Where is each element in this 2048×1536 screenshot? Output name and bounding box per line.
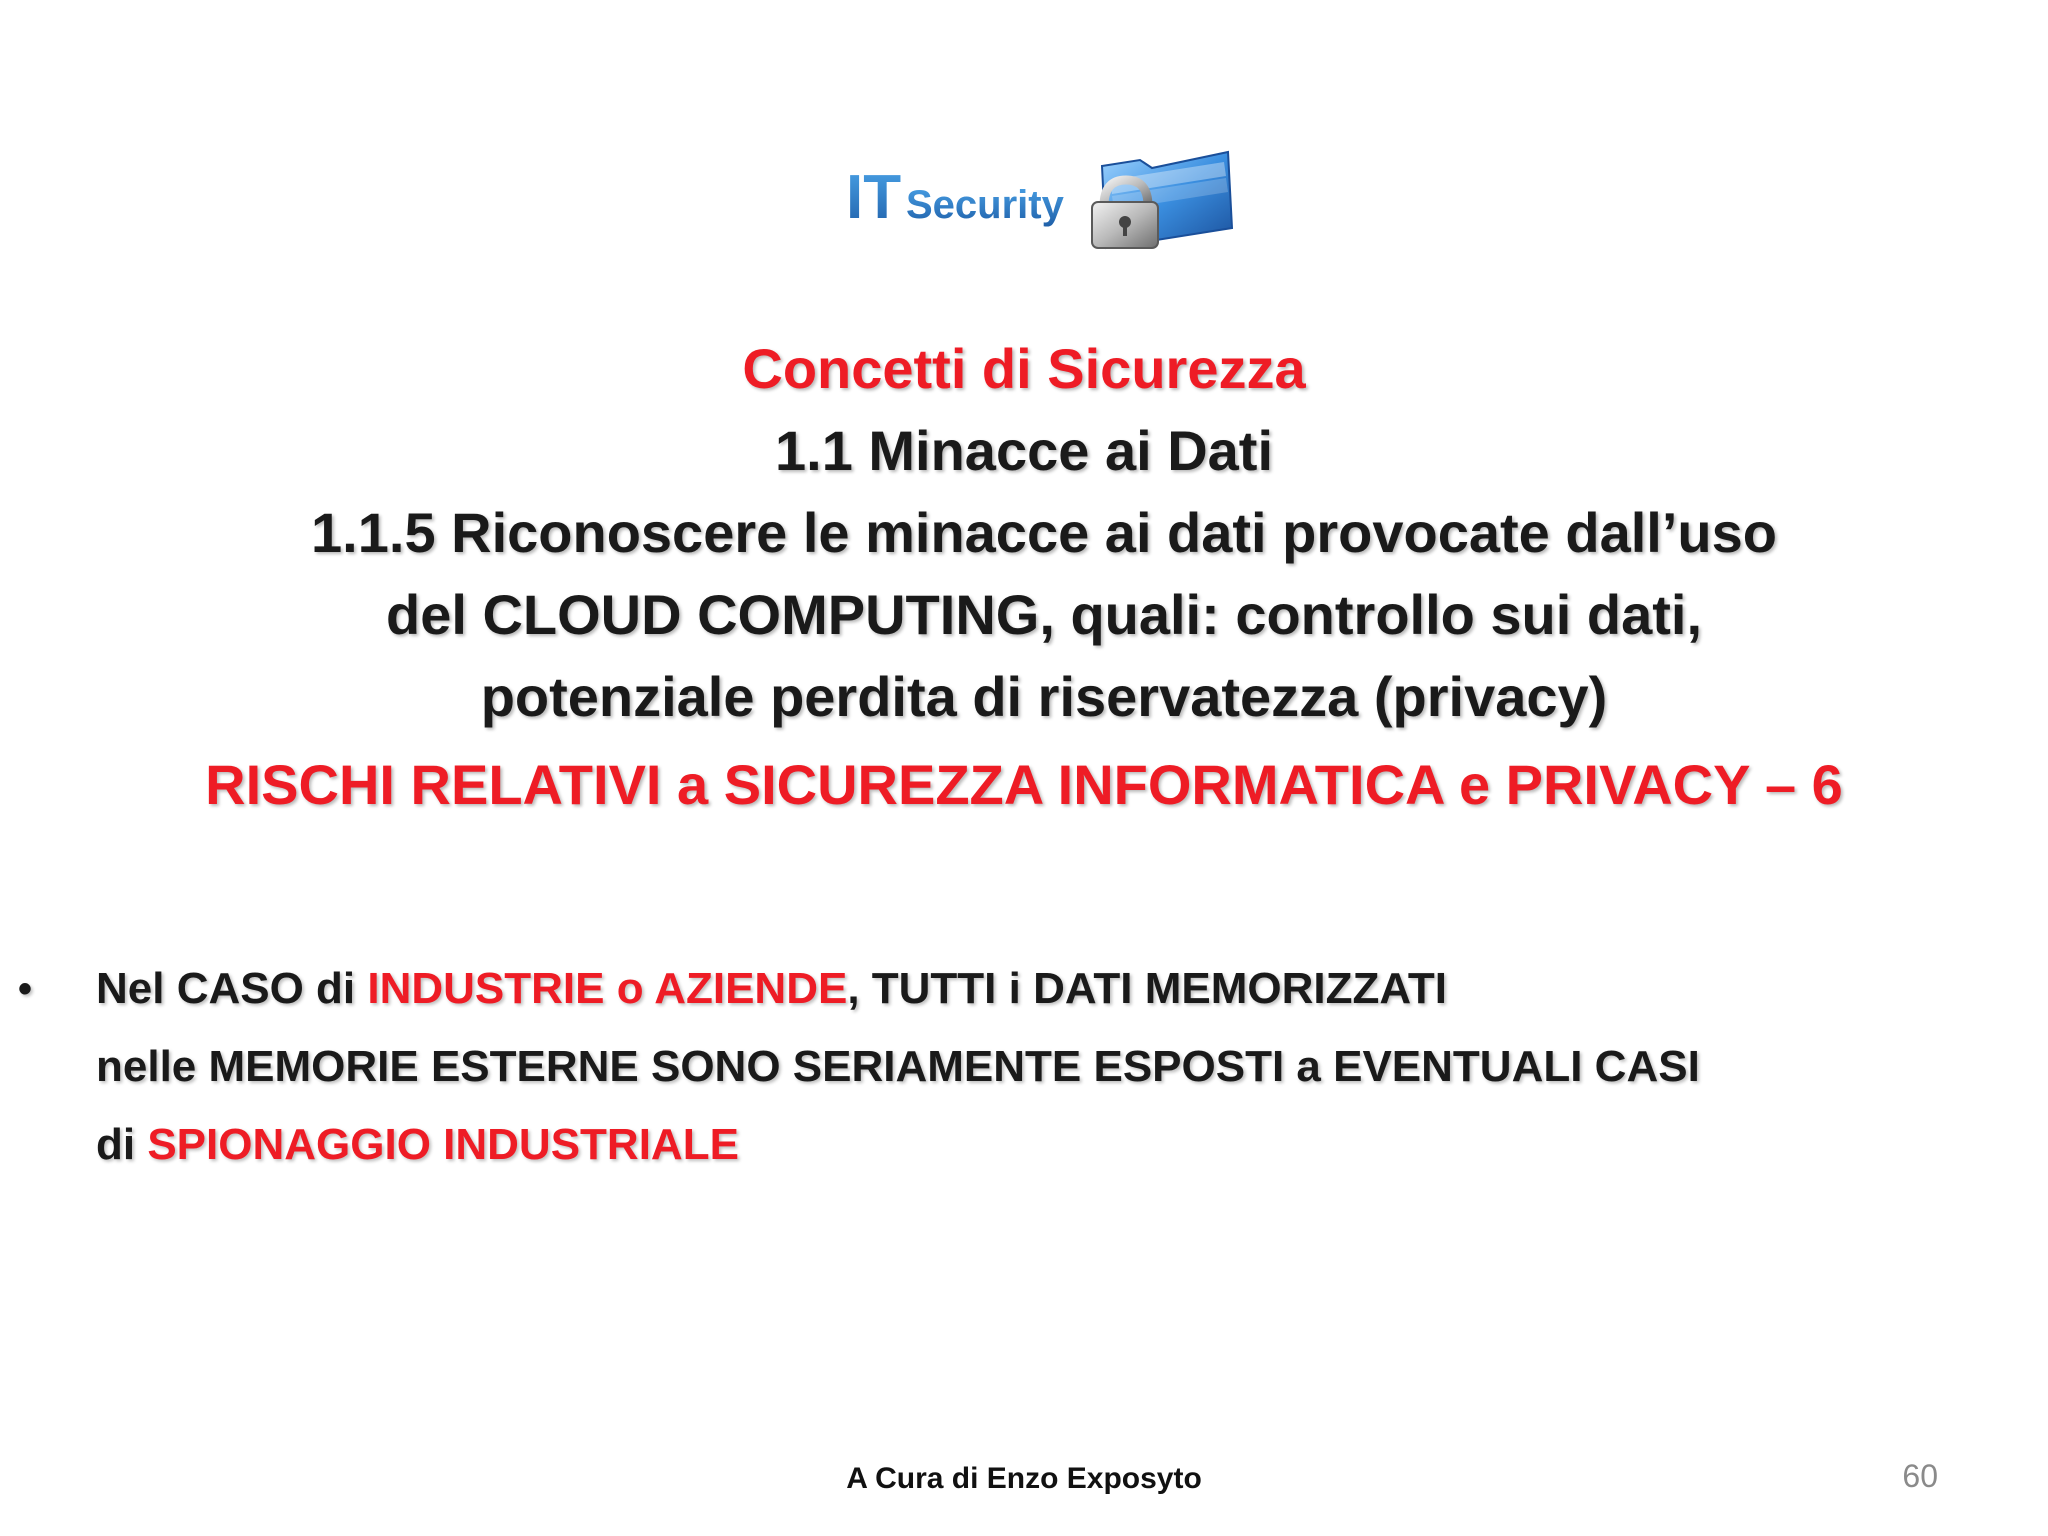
bullet-list [18, 950, 1918, 1184]
bullet-line-3 [18, 1106, 1918, 1184]
bullet-text: Nel CASO di [96, 964, 368, 1013]
bullet-line-1 [18, 950, 1918, 1028]
bullet-highlight: SPIONAGGIO INDUSTRIALE [147, 1120, 739, 1169]
section-title: Concetti di Sicurezza [742, 337, 1306, 400]
risk-heading: RISCHI RELATIVI a SICUREZZA INFORMATICA e PRIVACY – 6 [205, 753, 1843, 816]
topic-title-line-1: 1.1.5 Riconoscere le minacce ai dati provocate dall’uso [311, 501, 1777, 564]
bullet-text: , TUTTI i DATI MEMORIZZATI [847, 964, 1447, 1013]
bullet-text: di [96, 1120, 148, 1169]
topic-title-line-2: del CLOUD COMPUTING, quali: controllo sui dati, [386, 583, 1702, 646]
bullet-highlight: INDUSTRIE o AZIENDE [367, 964, 848, 1013]
bullet-marker: • [18, 967, 33, 1011]
it-security-logo [840, 136, 1240, 256]
logo-security-text: Security [906, 183, 1064, 227]
list-item [18, 950, 1918, 1184]
page-number: 60 [1902, 1458, 1938, 1494]
footer-credit: A Cura di Enzo Exposyto [846, 1462, 1202, 1495]
logo-it-text: IT [846, 163, 902, 232]
subsection-title: 1.1 Minacce ai Dati [774, 419, 1273, 482]
topic-title-line-3: potenziale perdita di riservatezza (privacy) [480, 665, 1608, 728]
title-block [0, 328, 2048, 826]
it-security-logo-graphic [840, 136, 1240, 256]
bullet-line-2: nelle MEMORIE ESTERNE SONO SERIAMENTE ESPOSTI a EVENTUALI CASI [96, 1042, 1700, 1091]
